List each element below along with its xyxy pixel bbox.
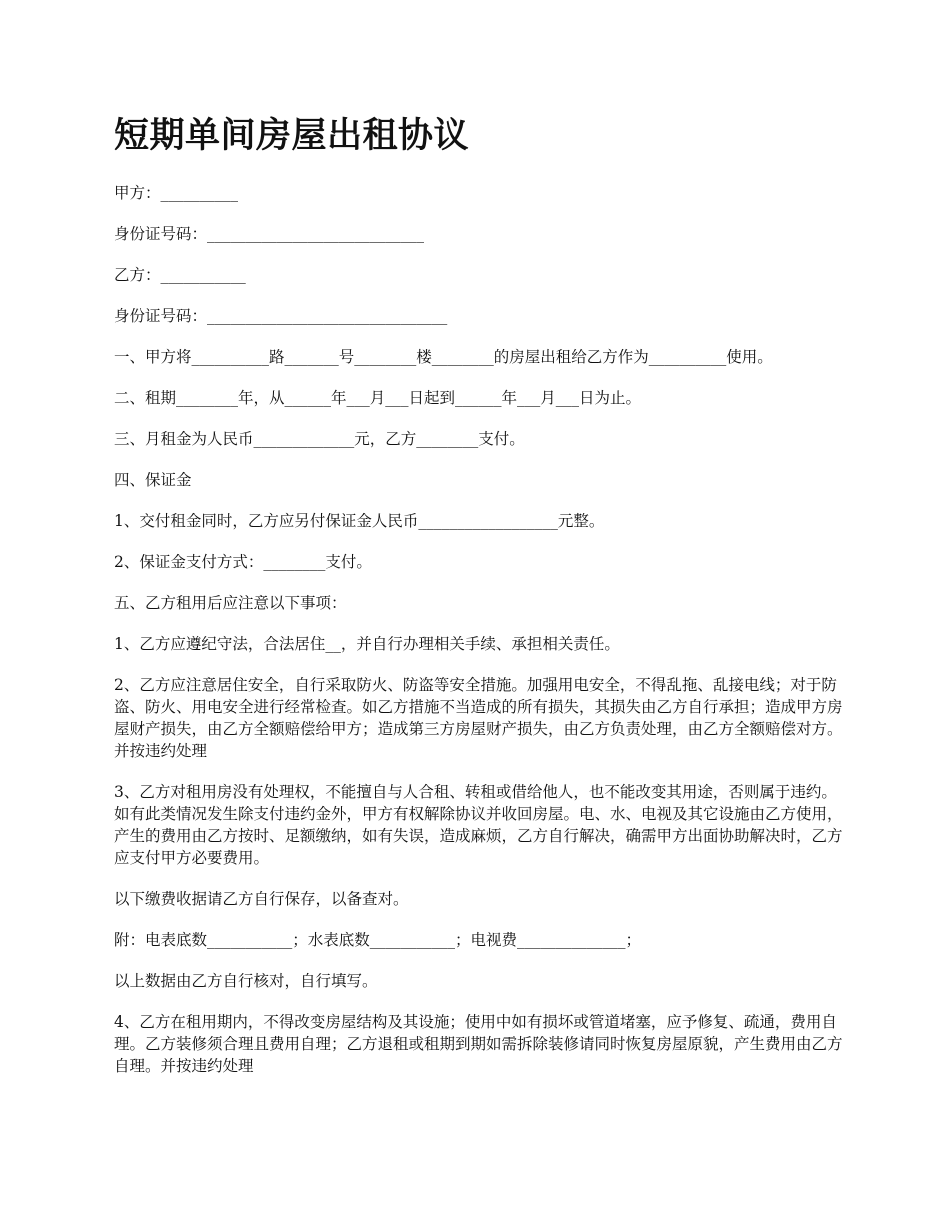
data-check-note: 以上数据由乙方自行核对，自行填写。 [114,972,378,990]
clause-4-deposit-heading: 四、保证金 [114,471,192,489]
clause-1-property: 一、甲方将__________路_______号________楼________的房屋出租给乙方作为__________使用。 [114,348,773,366]
notice-item-3: 3、乙方对租用房没有处理权，不能擅自与人合租、转租或借给他人，也不能改变其用途，否则属于违约。如有此类情况发生除支付违约金外，甲方有权解除协议并收回房屋。电、水、电视及其它设施由乙方使用，产生的费用由乙方按时、足额缴纳，如有失误，造成麻烦，乙方自行解决，确需甲方出面协助解决时，乙方应支付甲方必要费用。 [114,783,843,867]
party-a-id-line: 身份证号码：____________________________ [114,225,425,243]
notice-item-4: 4、乙方在租用期内，不得改变房屋结构及其设施；使用中如有损坏或管道堵塞，应予修复、疏通，费用自理。乙方装修须合理且费用自理；乙方退租或租期到期如需拆除装修请同时恢复房屋原貌，产生费用由乙方自理。并按违约处理 [114,1013,843,1075]
receipt-note: 以下缴费收据请乙方自行保存，以备查对。 [114,890,409,908]
deposit-item-2: 2、保证金支付方式：________支付。 [114,553,372,571]
notice-item-2: 2、乙方应注意居住安全，自行采取防火、防盗等安全措施。加强用电安全，不得乱拖、乱接电线；对于防盗、防火、用电安全进行经常检查。如乙方措施不当造成的所有损失，其损失由乙方自行承担；造成甲方房屋财产损失，由乙方全额赔偿给甲方；造成第三方房屋财产损失，由乙方负责处理，由乙方全额赔偿对方。并按违约处理 [114,676,843,760]
meter-readings: 附：电表底数___________；水表底数___________；电视费______________； [114,931,642,949]
clause-5-heading: 五、乙方租用后应注意以下事项： [114,594,347,612]
clause-3-rent: 三、月租金为人民币_____________元，乙方________支付。 [114,430,525,448]
notice-item-1: 1、乙方应遵纪守法，合法居住__，并自行办理相关手续、承担相关责任。 [114,635,620,653]
document-body [114,112,844,1096]
clause-2-term: 二、租期________年，从______年___月___日起到______年___月___日为止。 [114,389,642,407]
party-b-line: 乙方：___________ [114,266,246,284]
party-b-id-line: 身份证号码：_______________________________ [114,307,448,325]
deposit-item-1: 1、交付租金同时，乙方应另付保证金人民币__________________元整。 [114,512,605,530]
party-a-line: 甲方：__________ [114,184,239,202]
page-title: 短期单间房屋出租协议 [114,115,470,156]
